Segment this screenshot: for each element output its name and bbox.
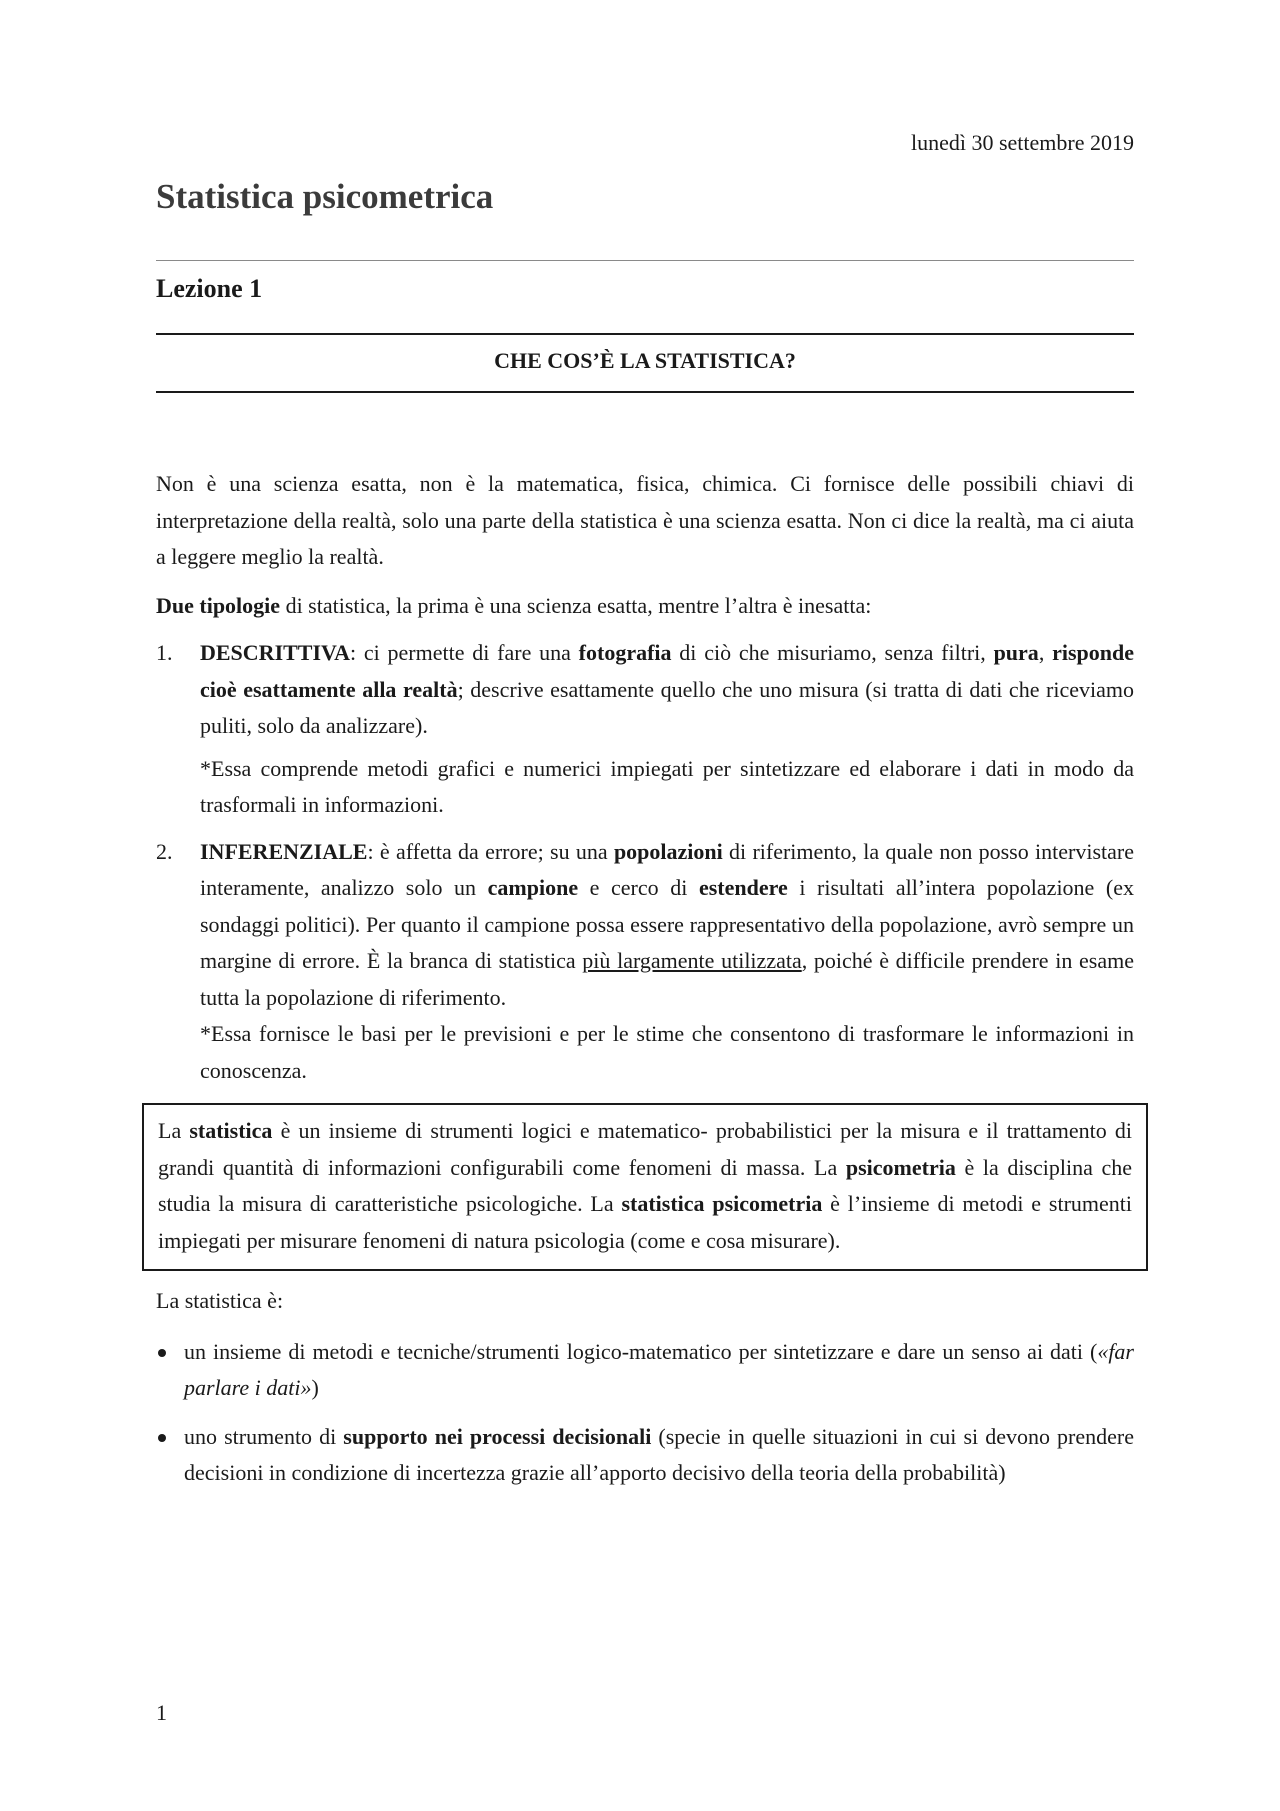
lesson-heading: Lezione 1 xyxy=(156,274,263,303)
bullet-icon xyxy=(158,1349,166,1357)
document-title: Statistica psicometrica xyxy=(156,177,494,216)
types-list xyxy=(156,635,1134,1089)
tipologie-text: di statistica, la prima è una scienza esatta, mentre l’altra è inesatta: xyxy=(280,592,872,618)
section-top-rule xyxy=(156,333,1134,335)
list-number: 2. xyxy=(156,838,173,864)
descrittiva-note: *Essa comprende metodi grafici e numerici impiegati per sintetizzare ed elaborare i dati in modo da trasformali in informazioni. xyxy=(200,755,1134,817)
definition-text: La statistica è un insieme di strumenti logici e matematico- probabilistici per la misura e il trattamento di grandi quantità di informazioni configurabili come fenomeni di massa. La psicometria è la disciplina che studia la misura di caratteristiche psicologiche. La statistica psicometria è l’insieme di metodi e strumenti impiegati per misurare fenomeni di natura psicologia (come e cosa misurare). xyxy=(158,1118,1133,1253)
tipologie-bold: Due tipologie xyxy=(156,592,281,618)
list-number: 1. xyxy=(156,640,173,665)
document-body xyxy=(156,466,1134,1504)
list-item: un insieme di metodi e tecniche/strumenti logico-matematico per sintetizzare e dare un senso ai dati («far parlare i dati») xyxy=(156,1334,1134,1407)
bullet-list xyxy=(156,1334,1134,1492)
descrittiva-text: DESCRITTIVA: ci permette di fare una fotografia di ciò che misuriamo, senza filtri, pura, risponde cioè esattamente alla realtà; descrive esattamente quello che uno misura (si tratta di dati che riceviamo puliti, solo da analizzare). xyxy=(200,640,1135,738)
statistica-e-heading: La statistica è: xyxy=(156,1288,284,1313)
list-item: uno strumento di supporto nei processi decisionali (specie in quelle situazioni in cui si devono prendere decisioni in condizione di incertezza grazie all’apporto decisivo della teoria della probabilità) xyxy=(156,1419,1134,1492)
list-item-inferenziale xyxy=(156,834,1134,1090)
tipologie-paragraph xyxy=(156,588,1134,625)
intro-paragraph: Non è una scienza esatta, non è la matematica, fisica, chimica. Ci fornisce delle possibili chiavi di interpretazione della realtà, solo una parte della statistica è una scienza esatta. Non ci dice la realtà, ma ci aiuta a leggere meglio la realtà. xyxy=(156,471,1134,569)
bullet-icon xyxy=(158,1434,166,1442)
title-divider xyxy=(156,260,1134,261)
descrittiva-term: DESCRITTIVA xyxy=(200,640,350,665)
section-title: CHE COS’È LA STATISTICA? xyxy=(494,348,796,373)
inferenziale-text: INFERENZIALE: è affetta da errore; su una popolazioni di riferimento, la quale non posso intervistare interamente, analizzo solo un campione e cerco di estendere i risultati all’intera popolazione (ex sondaggi politici). Per quanto il campione possa essere rappresentativo della popolazione, avrò sempre un margine di errore. È la branca di statistica più largamente utilizzata, poiché è difficile prendere in esame tutta la popolazione di riferimento. xyxy=(200,838,1134,1010)
inferenziale-term: INFERENZIALE xyxy=(200,838,368,864)
list-item-descrittiva xyxy=(156,635,1134,824)
page-number: 1 xyxy=(156,1700,167,1725)
inferenziale-note: *Essa fornisce le basi per le previsioni e per le stime che consentono di trasformare le informazioni in conoscenza. xyxy=(200,1021,1134,1083)
underlined-phrase: più largamente utilizzata xyxy=(582,948,802,973)
definition-box xyxy=(142,1103,1148,1271)
document-date: lunedì 30 settembre 2019 xyxy=(910,130,1134,155)
section-bottom-rule xyxy=(156,391,1134,393)
